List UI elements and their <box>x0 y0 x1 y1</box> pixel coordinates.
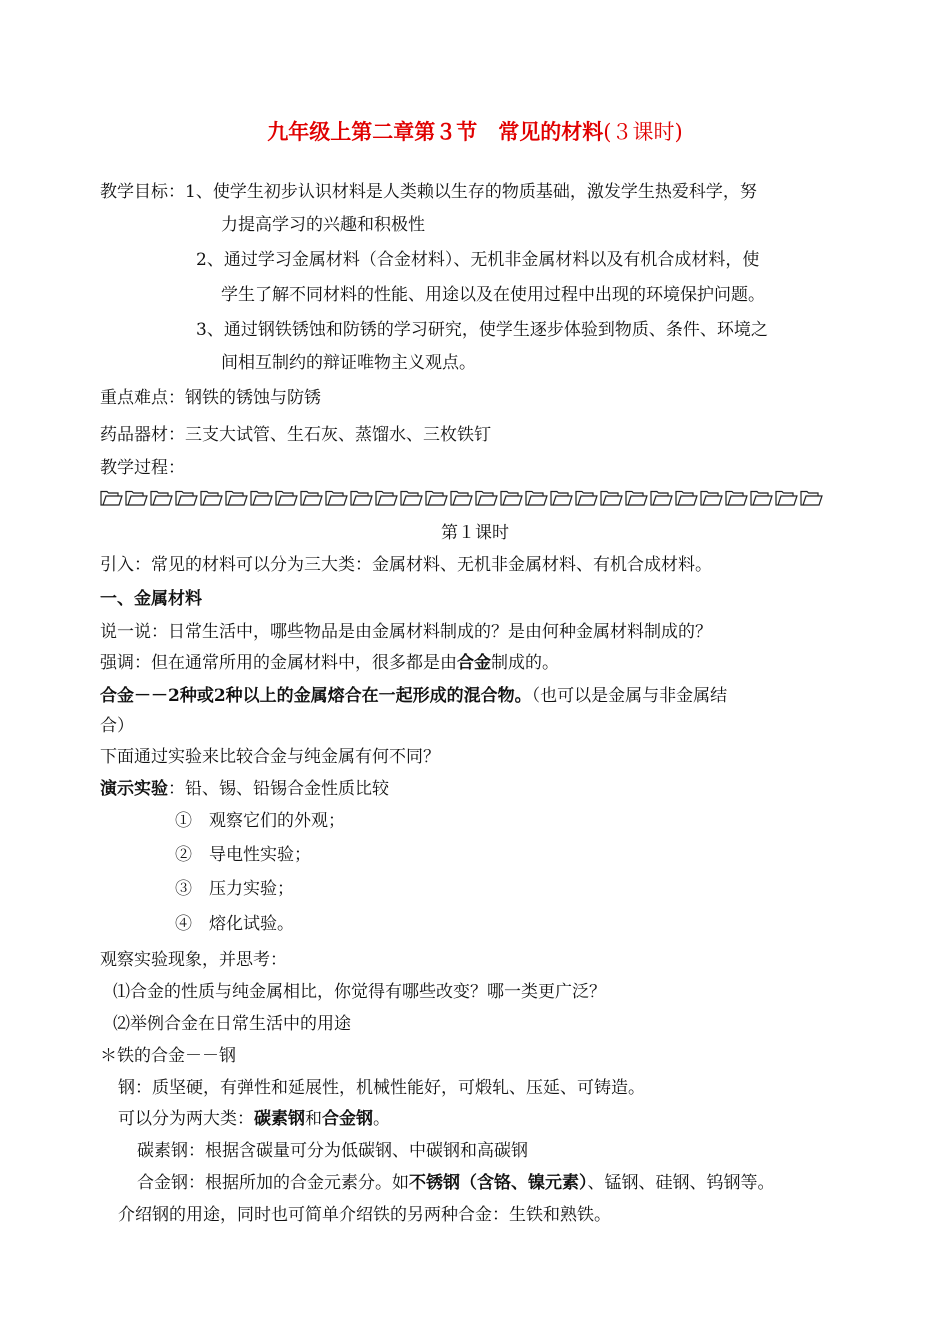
page-title <box>0 118 950 146</box>
goal-2-text: 2、通过学习金属材料（合金材料）、无机非金属材料以及有机合成材料，使 <box>196 250 760 270</box>
iron-alloy-heading: ＊铁的合金－－钢 <box>100 1046 236 1066</box>
goals-label: 教学目标： <box>100 182 185 202</box>
folder-icon <box>150 490 173 506</box>
emphasis-alloy: 合金 <box>457 653 491 673</box>
folder-icon <box>425 490 448 506</box>
folder-icon <box>675 490 698 506</box>
folder-icon <box>300 490 323 506</box>
emphasis-text-c: 制成的。 <box>491 653 559 673</box>
folder-icon <box>400 490 423 506</box>
alloy-steel-line <box>137 1171 775 1195</box>
folder-icon <box>700 490 723 506</box>
folder-icon <box>275 490 298 506</box>
folder-icon <box>750 490 773 506</box>
demo-text: ：铅、锡、铅锡合金性质比较 <box>168 779 389 799</box>
folder-icon <box>225 490 248 506</box>
folder-icon <box>725 490 748 506</box>
steel-text: 钢：质坚硬，有弹性和延展性，机械性能好，可煅轧、压延、可铸造。 <box>118 1078 645 1098</box>
folder-icon <box>775 490 798 506</box>
lesson-1-heading: 第１课时 <box>441 523 509 543</box>
folder-icon <box>550 490 573 506</box>
step-3: ③ 压力实验； <box>175 879 294 899</box>
observe-text: 观察实验现象，并思考： <box>100 950 287 970</box>
folder-icon <box>125 490 148 506</box>
folder-icon <box>575 490 598 506</box>
two-types-text: 可以分为两大类： <box>118 1109 254 1129</box>
uses-text: 介绍钢的用途，同时也可简单介绍铁的另两种合金：生铁和熟铁。 <box>118 1205 611 1225</box>
stainless-steel-term: 不锈钢（含铬、镍元素） <box>409 1173 588 1193</box>
alloy-definition-bold: 合金－－2种或2种以上的金属熔合在一起形成的混合物。 <box>100 686 532 706</box>
alloy-steel-rest: 、锰钢、硅钢、钨钢等。 <box>587 1173 775 1193</box>
folder-icon <box>525 490 548 506</box>
folder-icon <box>375 490 398 506</box>
say-text: 说一说：日常生活中，哪些物品是由金属材料制成的？是由何种金属材料制成的？ <box>100 622 712 642</box>
two-types-and: 和 <box>305 1109 322 1129</box>
goals-line-1 <box>100 180 757 204</box>
folder-icon <box>475 490 498 506</box>
question-2: ⑵举例合金在日常生活中的用途 <box>113 1014 351 1034</box>
intro-text: 引入：常见的材料可以分为三大类：金属材料、无机非金属材料、有机合成材料。 <box>100 555 712 575</box>
carbon-steel-term: 碳素钢 <box>254 1109 305 1129</box>
goal-2-text-b: 学生了解不同材料的性能、用途以及在使用过程中出现的环境保护问题。 <box>221 285 765 305</box>
folder-icon <box>175 490 198 506</box>
demo-label: 演示实验 <box>100 779 168 799</box>
section-heading-metal: 一、金属材料 <box>100 589 202 609</box>
process-label: 教学过程： <box>100 458 185 478</box>
alloy-definition <box>100 684 727 708</box>
key-points: 重点难点：钢铁的锈蚀与防锈 <box>100 388 321 408</box>
folder-icon <box>450 490 473 506</box>
alloy-definition-rest: （也可以是金属与非金属结 <box>531 686 728 706</box>
compare-text: 下面通过实验来比较合金与纯金属有何不同？ <box>100 747 440 767</box>
demo-line <box>100 777 389 801</box>
question-1: ⑴合金的性质与纯金属相比，你觉得有哪些改变？哪一类更广泛？ <box>113 982 606 1002</box>
folder-icon <box>325 490 348 506</box>
folder-icon <box>350 490 373 506</box>
goal-1-text: 1、使学生初步认识材料是人类赖以生存的物质基础，激发学生热爱科学，努 <box>185 182 757 202</box>
alloy-steel-term: 合金钢 <box>322 1109 373 1129</box>
folder-icon <box>800 490 823 506</box>
step-4: ④ 熔化试验。 <box>175 914 294 934</box>
two-types-end: 。 <box>373 1109 390 1129</box>
emphasis-text-a: 强调：但在通常所用的金属材料中，很多都是由 <box>100 653 457 673</box>
folder-icon <box>650 490 673 506</box>
title-main: 九年级上第二章第３节 常见的材料 <box>267 119 604 144</box>
folder-icon <box>600 490 623 506</box>
title-sub: (３课时) <box>603 120 683 144</box>
alloy-steel-text: 合金钢：根据所加的合金元素分。如 <box>137 1173 409 1193</box>
folder-icon <box>625 490 648 506</box>
alloy-definition-end: 合） <box>100 716 134 736</box>
materials: 药品器材：三支大试管、生石灰、蒸馏水、三枚铁钉 <box>100 425 491 445</box>
folder-icon <box>500 490 523 506</box>
folder-divider <box>100 490 823 506</box>
step-2: ② 导电性实验； <box>175 845 311 865</box>
step-1: ① 观察它们的外观； <box>175 811 345 831</box>
emphasis-line <box>100 651 559 675</box>
folder-icon <box>200 490 223 506</box>
goals-line-1b: 力提高学习的兴趣和积极性 <box>221 215 425 235</box>
folder-icon <box>250 490 273 506</box>
two-types-line <box>118 1107 390 1131</box>
folder-icon <box>100 490 123 506</box>
goal-3-text-b: 间相互制约的辩证唯物主义观点。 <box>221 353 476 373</box>
goal-3-text: 3、通过钢铁锈蚀和防锈的学习研究，使学生逐步体验到物质、条件、环境之 <box>196 320 768 340</box>
carbon-steel-text: 碳素钢：根据含碳量可分为低碳钢、中碳钢和高碳钢 <box>137 1141 528 1161</box>
